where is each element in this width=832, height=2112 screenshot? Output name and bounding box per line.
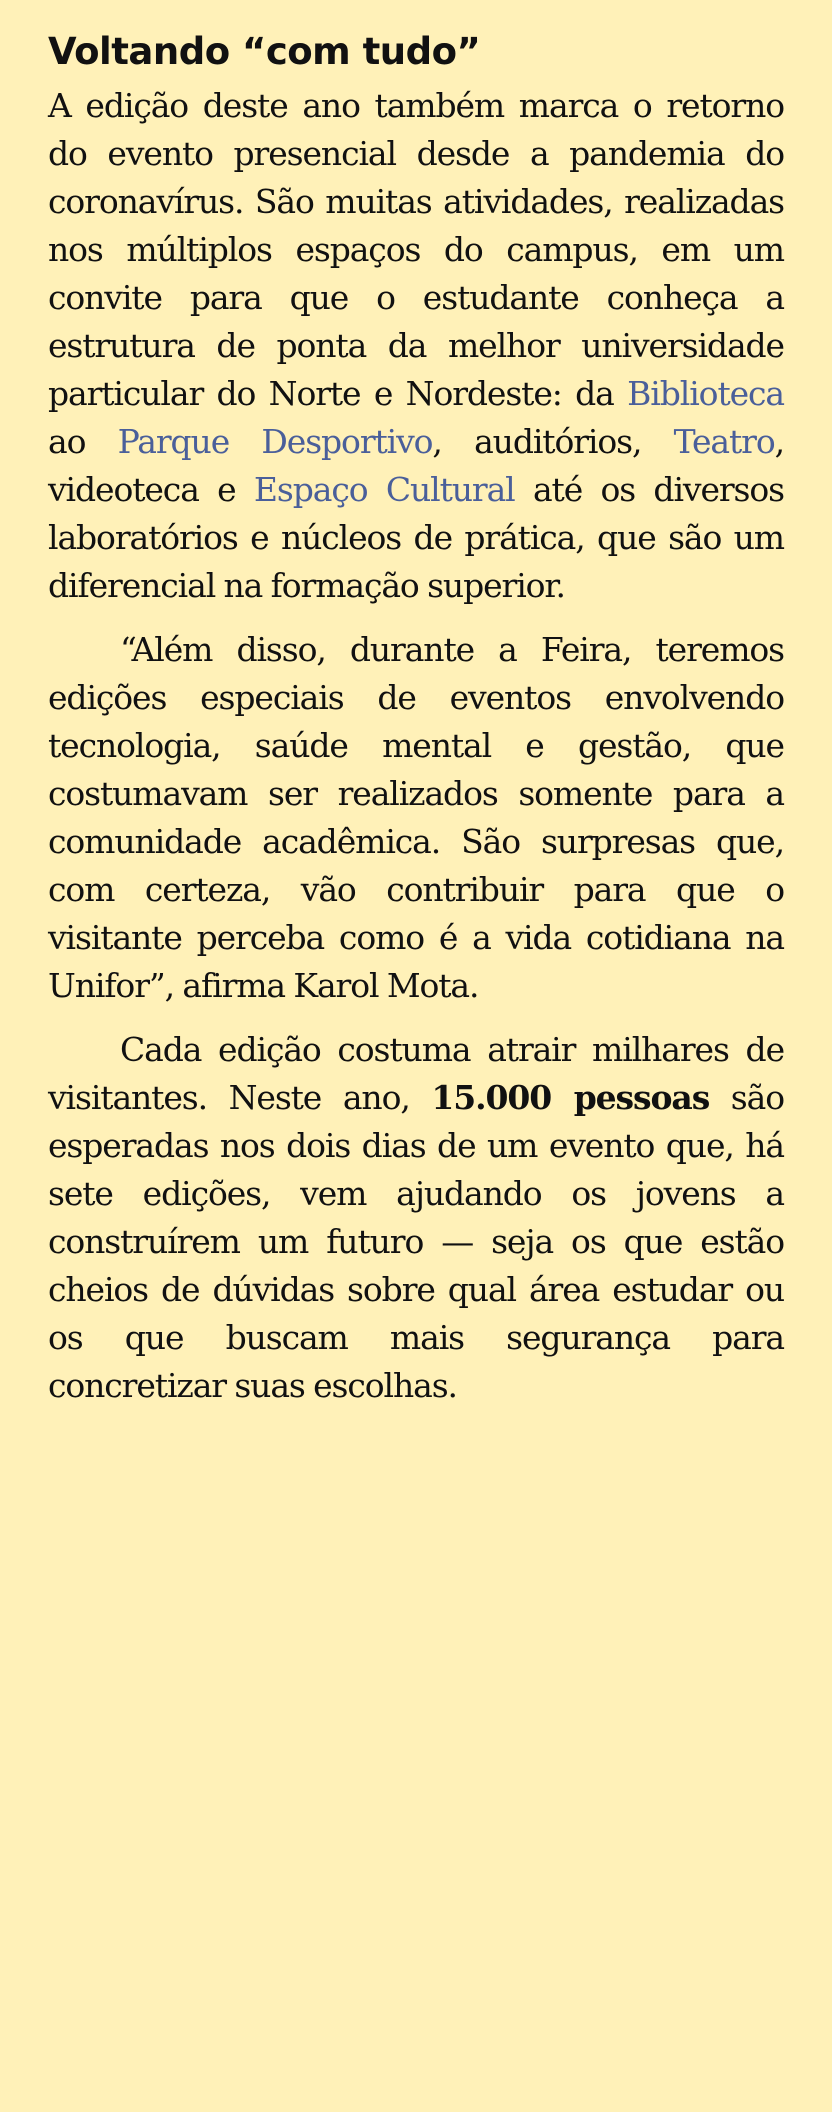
- biblioteca-link[interactable]: Biblioteca: [627, 374, 784, 414]
- paragraph-3-text-a: Cada edição costuma atrair milhares de visitantes. Neste ano,: [48, 1030, 784, 1118]
- section-heading: Voltando “com tudo”: [48, 30, 481, 73]
- paragraph-3-text-b: são esperadas nos dois dias de um evento que, há sete edições, vem ajudando os jovens a construírem um futuro — seja os que estão cheios de dúvidas sobre qual área estudar ou os que buscam mais segurança para concretizar suas escolhas.: [48, 1078, 784, 1406]
- paragraph-1-text-d: , videoteca e: [48, 422, 784, 510]
- paragraph-2: “Além disso, durante a Feira, teremos edições especiais de eventos envolvendo tecnologia, saúde mental e gestão, que costumavam ser realizados somente para a comunidade acadêmica. São surpresas que, com certeza, vão contribuir para que o visitante perceba como é a vida cotidiana na Unifor”, afirma Karol Mota.: [48, 630, 784, 1006]
- visitor-count: 15.000 pessoas: [431, 1078, 710, 1118]
- article: [48, 30, 784, 1410]
- teatro-link[interactable]: Teatro: [673, 422, 775, 462]
- parque-desportivo-link[interactable]: Parque Desportivo: [117, 422, 433, 462]
- paragraph-1: [48, 82, 784, 610]
- paragraph-1-text-a: A edição deste ano também marca o retorno do evento presencial desde a pandemia do coronavírus. São muitas atividades, realizadas nos múltiplos espaços do campus, em um convite para que o estudante conheça a estrutura de ponta da melhor universidade particular do Norte e Nordeste: da: [48, 86, 784, 414]
- espaco-cultural-link[interactable]: Espaço Cultural: [253, 470, 515, 510]
- paragraph-1-text-b: ao: [48, 422, 118, 462]
- paragraph-3: [48, 1026, 784, 1410]
- paragraph-1-text-e: até os diversos laboratórios e núcleos de prática, que são um diferencial na formação superior.: [48, 470, 784, 606]
- paragraph-1-text-c: , auditórios,: [432, 422, 674, 462]
